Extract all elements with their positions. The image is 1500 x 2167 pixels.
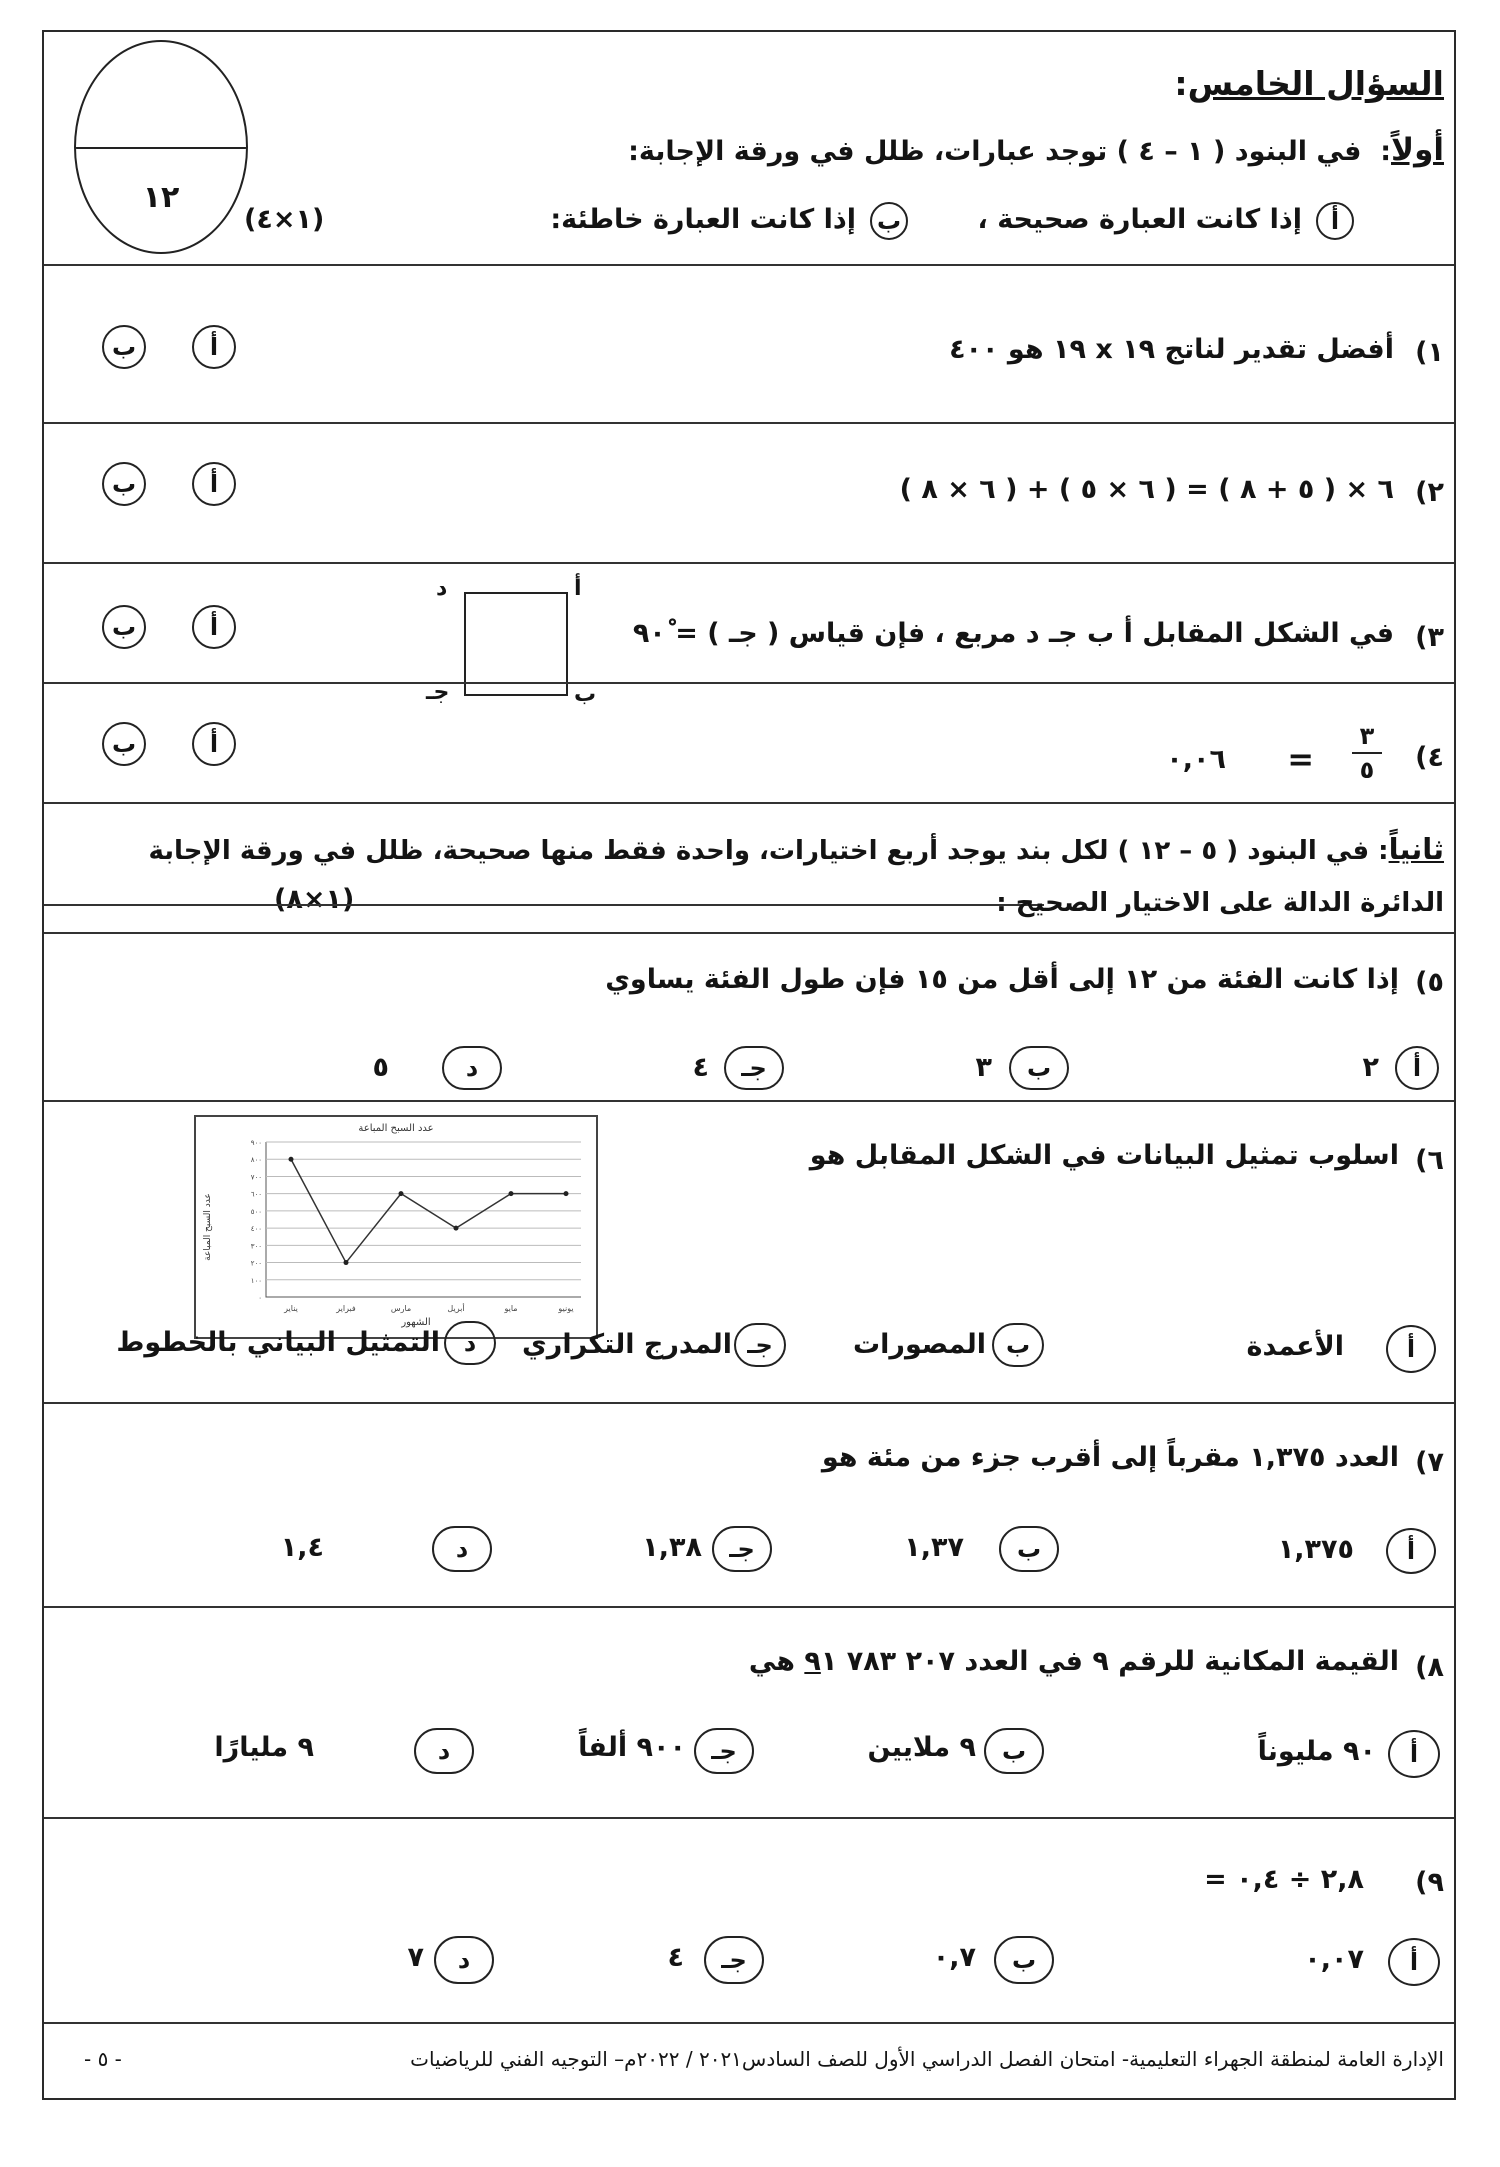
tf-item-1-option-b[interactable]: ب <box>102 325 146 369</box>
false-choice-circle: ب <box>870 202 908 240</box>
chart-y-tick-label: ٩٠٠ <box>250 1139 262 1147</box>
mc-item-9-option-d[interactable]: د <box>434 1936 494 1984</box>
chart-y-tick-label: ٠ <box>258 1294 262 1302</box>
chart-x-tick-label: يونيو <box>558 1304 574 1313</box>
square-label-bl: ب <box>574 682 597 707</box>
mc-item-8-number: ٨) <box>1415 1652 1444 1683</box>
mc-item-6-option-a[interactable]: أ <box>1386 1325 1436 1373</box>
mc-item-6-option-d-text: التمثيل البياني بالخطوط <box>116 1327 440 1358</box>
mc-item-9-option-b-text: ٠,٧ <box>932 1942 976 1973</box>
mc-item-9-option-c-text: ٤ <box>667 1942 684 1973</box>
chart-y-tick-label: ٦٠٠ <box>250 1190 262 1199</box>
mc-item-7-text: العدد ١,٣٧٥ مقرباً إلى أقرب جزء من مئة هو <box>821 1442 1399 1473</box>
tf-item-4-fraction: ٣ ٥ <box>1352 722 1382 784</box>
mc-item-6-option-b[interactable]: ب <box>992 1323 1044 1367</box>
tf-item-2-number: ٢) <box>1415 477 1444 508</box>
mc-item-8-option-c[interactable]: جـ <box>694 1728 754 1774</box>
mc-item-5-text: إذا كانت الفئة من ١٢ إلى أقل من ١٥ فإن طول الفئة يساوي <box>605 964 1399 995</box>
mc-item-5-option-b[interactable]: ب <box>1009 1046 1069 1090</box>
mc-item-5-option-c[interactable]: جـ <box>724 1046 784 1090</box>
mc-item-7-option-b[interactable]: ب <box>999 1526 1059 1572</box>
mc-item-9-options <box>44 1930 1454 1990</box>
mc-item-7-option-b-text: ١,٣٧ <box>904 1532 964 1563</box>
chart-y-tick-label: ٧٠٠ <box>250 1173 262 1182</box>
mc-item-8-option-b-text: ٩ ملايين <box>867 1732 976 1763</box>
chart-x-tick-label: مايو <box>504 1304 518 1313</box>
chart-title: عدد السبح المباعة <box>358 1123 434 1134</box>
part2-instruction-line2: الدائرة الدالة على الاختيار الصحيح : <box>996 888 1444 918</box>
chart-data-point <box>564 1191 569 1196</box>
mc-item-7-option-d[interactable]: د <box>432 1526 492 1572</box>
mc-item-6-option-d[interactable]: د <box>444 1321 496 1365</box>
mc-item-9-option-a[interactable]: أ <box>1388 1938 1440 1986</box>
false-choice-text: إذا كانت العبارة خاطئة: <box>550 204 856 235</box>
mc-item-9-option-a-text: ٠,٠٧ <box>1304 1944 1364 1975</box>
square-label-tr: د <box>436 576 448 601</box>
mc-item-7-option-c-text: ١,٣٨ <box>642 1532 702 1563</box>
tf-item-2-text: ٦ × ( ٥ + ٨ ) = ( ٦ × ٥ ) + ( ٦ × ٨ ) <box>899 474 1394 505</box>
marks-part2: (١×٨) <box>274 884 355 915</box>
mc-item-7-option-a[interactable]: أ <box>1386 1528 1436 1574</box>
mc-item-6-option-a-text: الأعمدة <box>1246 1331 1344 1362</box>
mc-item-8-options <box>44 1722 1454 1782</box>
mc-item-8-option-d-text: ٩ مليارًا <box>214 1732 314 1763</box>
chart-data-point <box>289 1157 294 1162</box>
square-label-br: جـ <box>426 680 450 705</box>
square-label-tl: أ <box>574 576 582 601</box>
mc-item-5-options <box>44 1042 1454 1092</box>
mc-item-7-option-c[interactable]: جـ <box>712 1526 772 1572</box>
page-number: - ٥ - <box>84 2047 122 2071</box>
tf-item-2-option-a[interactable]: أ <box>192 462 236 506</box>
chart-y-tick-label: ٨٠٠ <box>250 1156 262 1165</box>
chart-y-tick-label: ٥٠٠ <box>250 1207 262 1216</box>
chart-y-tick-label: ١٠٠ <box>250 1276 262 1285</box>
marks-part1: (١×٤) <box>244 204 325 235</box>
mc-item-6-option-c-text: المدرج التكراري <box>522 1329 732 1360</box>
part1-instruction: أولاً: في البنود ( ١ – ٤ ) توجد عبارات، ظلل في ورقة الإجابة: <box>628 132 1444 168</box>
chart-data-point <box>344 1260 349 1265</box>
tf-item-3-number: ٣) <box>1415 622 1444 653</box>
mc-item-8-option-c-text: ٩٠٠ ألفاً <box>578 1732 686 1763</box>
mc-item-8-option-a-text: ٩٠ مليوناً <box>1257 1736 1376 1767</box>
footer-text: الإدارة العامة لمنطقة الجهراء التعليمية- امتحان الفصل الدراسي الأول للصف السادس٢٠٢١ / ٢٠٢٢م– التوجيه الفني للرياضيات <box>410 2047 1444 2071</box>
mc-item-6-option-b-text: المصورات <box>853 1329 986 1360</box>
line-chart <box>194 1115 598 1339</box>
tf-item-1-text: أفضل تقدير لناتج ١٩ x ١٩ هو ٤٠٠ <box>949 334 1394 365</box>
mc-item-9-text: ٢,٨ ÷ ٠,٤ = <box>1204 1864 1364 1895</box>
tf-item-3-text: في الشكل المقابل أ ب جـ د مربع ، فإن قياس ( جـ ) = ٩٠ْ <box>632 618 1394 649</box>
chart-x-tick-label: فبراير <box>336 1304 356 1313</box>
chart-y-tick-label: ٣٠٠ <box>250 1242 262 1251</box>
mc-item-9-option-b[interactable]: ب <box>994 1936 1054 1984</box>
chart-x-tick-label: مارس <box>390 1304 412 1313</box>
mc-item-5-option-d[interactable]: د <box>442 1046 502 1090</box>
mc-item-7-option-a-text: ١,٣٧٥ <box>1277 1534 1354 1565</box>
chart-data-point <box>509 1191 514 1196</box>
chart-axes <box>266 1142 581 1297</box>
tf-item-4-option-b[interactable]: ب <box>102 722 146 766</box>
tf-item-2-option-b[interactable]: ب <box>102 462 146 506</box>
mc-item-8-text: القيمة المكانية للرقم ٩ في العدد ٢٠٧ ٧٨٣ ٩١ هي <box>748 1646 1399 1677</box>
mc-item-7-options <box>44 1522 1454 1578</box>
chart-xlabel: الشهور <box>401 1317 431 1328</box>
mc-item-5-number: ٥) <box>1415 967 1444 998</box>
chart-ylabel: عدد السبح المباعة <box>203 1193 213 1261</box>
mc-item-8-option-d[interactable]: د <box>414 1728 474 1774</box>
mc-item-9-option-c[interactable]: جـ <box>704 1936 764 1984</box>
tf-item-4-equals: = <box>1287 740 1314 778</box>
mc-item-5-option-a-text: ٢ <box>1362 1052 1379 1083</box>
mc-item-6-text: اسلوب تمثيل البيانات في الشكل المقابل هو <box>809 1140 1399 1171</box>
chart-y-tick-label: ٢٠٠ <box>250 1259 262 1268</box>
mc-item-6-number: ٦) <box>1415 1145 1444 1176</box>
answer-key-legend <box>454 200 1354 244</box>
chart-y-tick-label: ٤٠٠ <box>250 1225 262 1234</box>
tf-item-4-number: ٤) <box>1415 742 1444 773</box>
tf-item-1-option-a[interactable]: أ <box>192 325 236 369</box>
mc-item-5-option-b-text: ٣ <box>975 1052 992 1083</box>
true-choice-text: إذا كانت العبارة صحيحة ، <box>977 204 1302 235</box>
tf-item-3-option-a[interactable]: أ <box>192 605 236 649</box>
mc-item-6-options <box>44 1317 1454 1377</box>
mc-item-9-option-d-text: ٧ <box>407 1942 424 1973</box>
exam-page <box>42 30 1456 2100</box>
mc-item-5-option-c-text: ٤ <box>692 1052 709 1083</box>
score-oval <box>74 40 248 254</box>
mc-item-8-option-a[interactable]: أ <box>1388 1730 1440 1778</box>
tf-item-4-value: ٠,٠٦ <box>1166 744 1226 775</box>
tf-item-3-option-b[interactable]: ب <box>102 605 146 649</box>
chart-x-tick-label: يناير <box>284 1304 298 1313</box>
chart-x-tick-label: أبريل <box>447 1304 465 1313</box>
tf-item-4-option-a[interactable]: أ <box>192 722 236 766</box>
mc-item-7-option-d-text: ١,٤ <box>280 1532 324 1563</box>
mc-item-5-option-d-text: ٥ <box>372 1052 389 1083</box>
mc-item-8-option-b[interactable]: ب <box>984 1728 1044 1774</box>
chart-data-point <box>399 1191 404 1196</box>
chart-data-point <box>454 1226 459 1231</box>
part2-instruction-line1: ثانياً: في البنود ( ٥ – ١٢ ) لكل بند يوجد أربع اختيارات، واحدة فقط منها صحيحة، ظلل في ورقة الإجابة <box>148 832 1444 866</box>
mc-item-9-number: ٩) <box>1415 1867 1444 1898</box>
mc-item-7-number: ٧) <box>1415 1447 1444 1478</box>
tf-item-1-number: ١) <box>1415 337 1444 368</box>
mc-item-6-option-c[interactable]: جـ <box>734 1323 786 1367</box>
score-total: ١٢ <box>142 180 180 215</box>
true-choice-circle: أ <box>1316 202 1354 240</box>
question-title: السؤال الخامس: <box>1174 64 1444 103</box>
mc-item-5-option-a[interactable]: أ <box>1395 1046 1439 1090</box>
